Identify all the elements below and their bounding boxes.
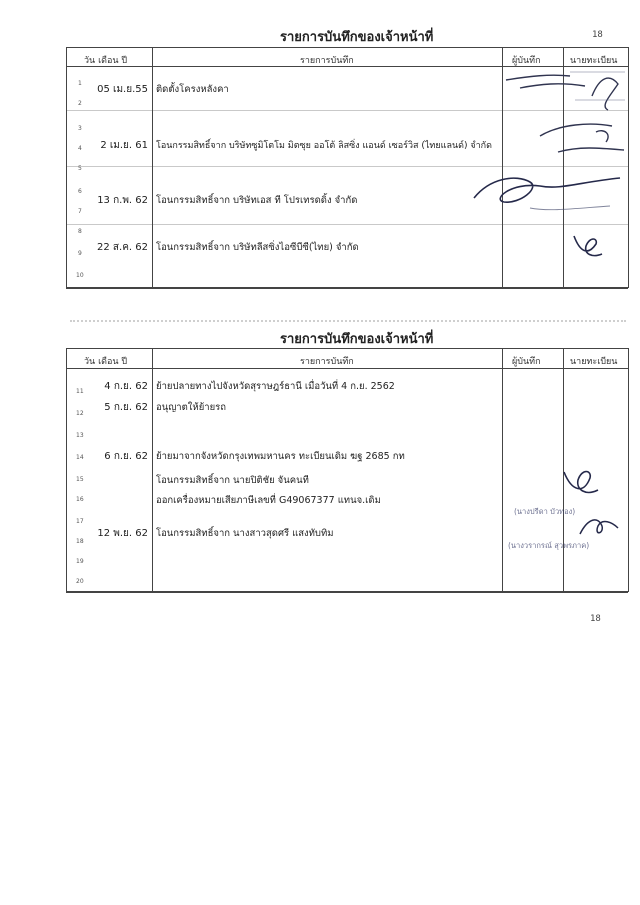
signature-scribble-1 xyxy=(500,66,630,116)
top-header-registrar: นายทะเบียน xyxy=(570,56,618,66)
row-number: 14 xyxy=(76,454,84,461)
row-number: 15 xyxy=(76,476,84,483)
signature-scribble-6 xyxy=(576,512,622,544)
entry-date: 22 ส.ค. 62 xyxy=(97,242,148,253)
entry-date: 5 ก.ย. 62 xyxy=(104,402,148,413)
row-number: 16 xyxy=(76,496,84,503)
recorder-name: (นางปรีดา บัวทอง) xyxy=(514,507,576,516)
entry-text: อนุญาตให้ย้ายรถ xyxy=(156,402,227,413)
entry-date: 12 พ.ย. 62 xyxy=(97,528,148,539)
row-number: 17 xyxy=(76,518,84,525)
entry-text: โอนกรรมสิทธิ์จาก บริษัทลีสซิ่งไอซีบีซี(ไทย) จำกัด xyxy=(156,242,359,253)
row-number: 13 xyxy=(76,432,84,439)
row-number: 9 xyxy=(78,250,82,257)
entry-text: โอนกรรมสิทธิ์จาก นางสาวสุดศรี แสงทับทิม xyxy=(156,528,334,539)
signature-scribble-5 xyxy=(556,458,606,502)
entry-text: โอนกรรมสิทธิ์จาก บริษัทซูมิโตโม มิตซุย ออโต้ ลิสซิ่ง แอนด์ เซอร์วิส (ไทยแลนด์) จำกัด xyxy=(156,141,492,151)
row-number: 11 xyxy=(76,388,84,395)
row-number: 2 xyxy=(78,100,82,107)
row-number: 10 xyxy=(76,272,84,279)
entry-text: ย้ายปลายทางไปจังหวัดสุราษฎร์ธานี เมื่อวันที่ 4 ก.ย. 2562 xyxy=(156,381,395,392)
entry-text: โอนกรรมสิทธิ์จาก นายปิติชัย จันคนที xyxy=(156,475,309,486)
row-number: 1 xyxy=(78,80,82,87)
row-number: 12 xyxy=(76,410,84,417)
row-number: 6 xyxy=(78,188,82,195)
bottom-header-recorder: ผู้บันทึก xyxy=(512,357,541,367)
entry-text: ย้ายมาจากจังหวัดกรุงเทพมหานคร ทะเบียนเดิม ฆฐ 2685 กท xyxy=(156,451,405,462)
signature-scribble-2 xyxy=(500,112,630,164)
row-number: 5 xyxy=(78,165,82,172)
row-number: 19 xyxy=(76,558,84,565)
row-number: 7 xyxy=(78,208,82,215)
top-header-recorder: ผู้บันทึก xyxy=(512,56,541,66)
entry-text: ออกเครื่องหมายเสียภาษีเลขที่ G49067377 แทนจ.เดิม xyxy=(156,495,381,506)
entry-text: ติดตั้งโครงหลังคา xyxy=(156,84,229,95)
row-number: 8 xyxy=(78,228,82,235)
row-number: 18 xyxy=(76,538,84,545)
row-number: 3 xyxy=(78,125,82,132)
row-number: 20 xyxy=(76,578,84,585)
entry-date: 4 ก.ย. 62 xyxy=(104,381,148,392)
recorder-name: (นางวรากรณ์ สุวพรภาค) xyxy=(508,541,590,550)
top-header-date: วัน เดือน ปี xyxy=(84,56,128,66)
top-page-number: 18 xyxy=(592,30,603,40)
entry-date: 13 ก.พ. 62 xyxy=(97,195,148,206)
entry-date: 2 เม.ย. 61 xyxy=(100,140,148,151)
entry-date: 6 ก.ย. 62 xyxy=(104,451,148,462)
top-header-entry: รายการบันทึก xyxy=(300,56,354,66)
signature-scribble-3 xyxy=(470,168,630,226)
top-table-title: รายการบันทึกของเจ้าหน้าที่ xyxy=(280,30,434,45)
bottom-table-title: รายการบันทึกของเจ้าหน้าที่ xyxy=(280,332,434,347)
bottom-header-date: วัน เดือน ปี xyxy=(84,357,128,367)
signature-scribble-4 xyxy=(568,226,608,262)
entry-date: 05 เม.ย.55 xyxy=(97,84,148,95)
footer-page-number: 18 xyxy=(590,614,601,624)
bottom-header-entry: รายการบันทึก xyxy=(300,357,354,367)
bottom-header-registrar: นายทะเบียน xyxy=(570,357,618,367)
row-number: 4 xyxy=(78,145,82,152)
entry-text: โอนกรรมสิทธิ์จาก บริษัทเอส ที โปรเทรดดิ้ง จำกัด xyxy=(156,195,358,206)
